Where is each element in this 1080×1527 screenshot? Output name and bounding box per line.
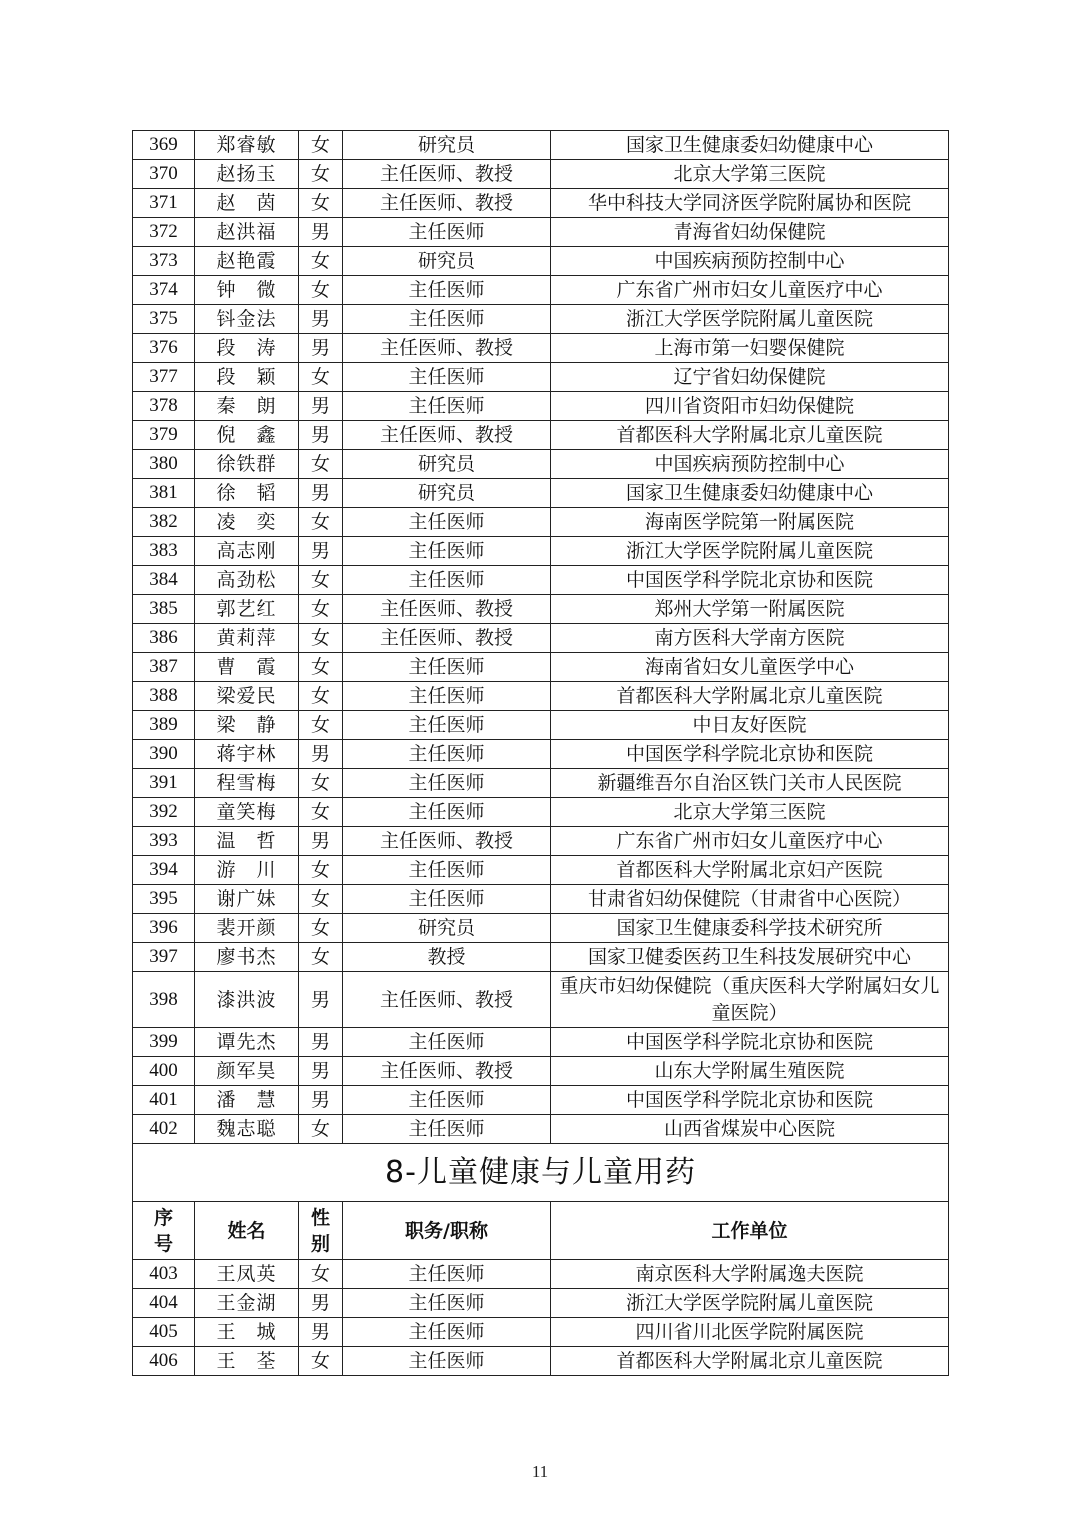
table-row xyxy=(133,334,949,363)
row-name: 潘 慧 xyxy=(195,1086,299,1115)
row-gender: 女 xyxy=(299,769,343,798)
row-number: 399 xyxy=(133,1028,195,1057)
row-gender: 男 xyxy=(299,1289,343,1318)
page-number: 11 xyxy=(531,1462,549,1481)
row-title: 研究员 xyxy=(343,450,551,479)
header-row xyxy=(133,1202,949,1260)
row-gender: 男 xyxy=(299,334,343,363)
row-title: 研究员 xyxy=(343,479,551,508)
section-block xyxy=(133,1144,949,1260)
row-unit: 海南医学院第一附属医院 xyxy=(551,508,949,537)
row-gender: 男 xyxy=(299,1318,343,1347)
row-title: 主任医师、教授 xyxy=(343,160,551,189)
row-unit: 国家卫生健康委妇幼健康中心 xyxy=(551,131,949,160)
row-title: 主任医师、教授 xyxy=(343,189,551,218)
row-unit: 四川省资阳市妇幼保健院 xyxy=(551,392,949,421)
row-number: 394 xyxy=(133,856,195,885)
row-name: 钭金法 xyxy=(195,305,299,334)
row-title: 主任医师 xyxy=(343,566,551,595)
row-number: 376 xyxy=(133,334,195,363)
row-number: 397 xyxy=(133,943,195,972)
row-title: 主任医师 xyxy=(343,305,551,334)
row-unit: 华中科技大学同济医学院附属协和医院 xyxy=(551,189,949,218)
row-number: 383 xyxy=(133,537,195,566)
table-row xyxy=(133,1057,949,1086)
row-title: 主任医师 xyxy=(343,1318,551,1347)
row-gender: 女 xyxy=(299,682,343,711)
row-title: 研究员 xyxy=(343,131,551,160)
row-title: 主任医师、教授 xyxy=(343,827,551,856)
row-number: 373 xyxy=(133,247,195,276)
header-number-text: 序号 xyxy=(153,1206,173,1255)
row-title: 主任医师 xyxy=(343,653,551,682)
row-gender: 男 xyxy=(299,740,343,769)
row-number: 374 xyxy=(133,276,195,305)
row-title: 研究员 xyxy=(343,247,551,276)
row-title: 主任医师、教授 xyxy=(343,421,551,450)
row-unit: 中国医学科学院北京协和医院 xyxy=(551,566,949,595)
row-title: 主任医师、教授 xyxy=(343,334,551,363)
row-name: 段 颖 xyxy=(195,363,299,392)
header-gender-text: 性别 xyxy=(310,1206,330,1255)
row-unit: 新疆维吾尔自治区铁门关市人民医院 xyxy=(551,769,949,798)
row-unit: 浙江大学医学院附属儿童医院 xyxy=(551,1289,949,1318)
row-unit: 山西省煤炭中心医院 xyxy=(551,1115,949,1144)
row-name: 段 涛 xyxy=(195,334,299,363)
roster-body-398 xyxy=(133,972,949,1028)
section-title: 8-儿童健康与儿童用药 xyxy=(133,1144,949,1202)
row-number: 404 xyxy=(133,1289,195,1318)
row-number: 390 xyxy=(133,740,195,769)
row-unit: 四川省川北医学院附属医院 xyxy=(551,1318,949,1347)
row-number: 387 xyxy=(133,653,195,682)
row-unit: 中国疾病预防控制中心 xyxy=(551,450,949,479)
row-gender: 女 xyxy=(299,798,343,827)
row-number: 400 xyxy=(133,1057,195,1086)
row-title: 主任医师 xyxy=(343,218,551,247)
row-title: 主任医师 xyxy=(343,276,551,305)
row-number: 382 xyxy=(133,508,195,537)
row-unit: 浙江大学医学院附属儿童医院 xyxy=(551,537,949,566)
row-name: 王凤英 xyxy=(195,1260,299,1289)
row-unit: 北京大学第三医院 xyxy=(551,160,949,189)
row-unit: 青海省妇幼保健院 xyxy=(551,218,949,247)
header-name: 姓名 xyxy=(195,1202,299,1260)
table-row xyxy=(133,537,949,566)
row-number: 391 xyxy=(133,769,195,798)
row-title: 主任医师、教授 xyxy=(343,1057,551,1086)
table-row xyxy=(133,392,949,421)
row-title: 主任医师 xyxy=(343,711,551,740)
row-unit: 国家卫生健康委科学技术研究所 xyxy=(551,914,949,943)
table-row xyxy=(133,914,949,943)
row-title: 主任医师 xyxy=(343,508,551,537)
table-row xyxy=(133,479,949,508)
table-row xyxy=(133,885,949,914)
row-gender: 女 xyxy=(299,653,343,682)
row-unit: 郑州大学第一附属医院 xyxy=(551,595,949,624)
row-name: 高劲松 xyxy=(195,566,299,595)
row-name: 黄莉萍 xyxy=(195,624,299,653)
row-number: 372 xyxy=(133,218,195,247)
table-row xyxy=(133,827,949,856)
row-title: 主任医师 xyxy=(343,1289,551,1318)
row-name: 童笑梅 xyxy=(195,798,299,827)
row-name: 廖书杰 xyxy=(195,943,299,972)
row-number: 369 xyxy=(133,131,195,160)
row-name: 王 城 xyxy=(195,1318,299,1347)
row-number: 406 xyxy=(133,1347,195,1376)
row-name: 钟 微 xyxy=(195,276,299,305)
row-name: 蒋宇林 xyxy=(195,740,299,769)
row-gender: 男 xyxy=(299,218,343,247)
row-title: 主任医师 xyxy=(343,1028,551,1057)
row-unit: 辽宁省妇幼保健院 xyxy=(551,363,949,392)
row-unit: 上海市第一妇婴保健院 xyxy=(551,334,949,363)
row-number: 388 xyxy=(133,682,195,711)
row-title: 主任医师 xyxy=(343,537,551,566)
row-number: 386 xyxy=(133,624,195,653)
row-name: 徐 韬 xyxy=(195,479,299,508)
row-gender: 男 xyxy=(299,392,343,421)
row-title: 主任医师 xyxy=(343,769,551,798)
row-number: 398 xyxy=(133,972,195,1028)
row-number: 402 xyxy=(133,1115,195,1144)
row-name: 赵艳霞 xyxy=(195,247,299,276)
row-gender: 女 xyxy=(299,1260,343,1289)
row-number: 380 xyxy=(133,450,195,479)
table-row xyxy=(133,566,949,595)
row-gender: 女 xyxy=(299,1115,343,1144)
row-name: 谭先杰 xyxy=(195,1028,299,1057)
table-row xyxy=(133,247,949,276)
table-row xyxy=(133,711,949,740)
row-gender: 女 xyxy=(299,885,343,914)
row-name: 梁 静 xyxy=(195,711,299,740)
row-unit: 南京医科大学附属逸夫医院 xyxy=(551,1260,949,1289)
row-gender: 女 xyxy=(299,595,343,624)
header-gender xyxy=(299,1202,343,1260)
table-row xyxy=(133,1318,949,1347)
row-unit: 广东省广州市妇女儿童医疗中心 xyxy=(551,827,949,856)
row-gender: 女 xyxy=(299,943,343,972)
row-gender: 女 xyxy=(299,1347,343,1376)
row-number: 389 xyxy=(133,711,195,740)
row-unit: 国家卫健委医药卫生科技发展研究中心 xyxy=(551,943,949,972)
table-row xyxy=(133,160,949,189)
row-title: 主任医师 xyxy=(343,798,551,827)
table-row xyxy=(133,1086,949,1115)
row-title: 研究员 xyxy=(343,914,551,943)
row-unit: 国家卫生健康委妇幼健康中心 xyxy=(551,479,949,508)
row-number: 371 xyxy=(133,189,195,218)
table-row xyxy=(133,1028,949,1057)
row-number: 403 xyxy=(133,1260,195,1289)
row-number: 377 xyxy=(133,363,195,392)
row-unit: 重庆市妇幼保健院（重庆医科大学附属妇女儿童医院） xyxy=(551,972,949,1028)
row-unit: 首都医科大学附属北京儿童医院 xyxy=(551,682,949,711)
row-gender: 男 xyxy=(299,537,343,566)
row-unit: 首都医科大学附属北京妇产医院 xyxy=(551,856,949,885)
row-number: 392 xyxy=(133,798,195,827)
table-row xyxy=(133,624,949,653)
roster-body-a xyxy=(133,131,949,972)
table-row xyxy=(133,189,949,218)
table-row xyxy=(133,1289,949,1318)
row-unit: 中国医学科学院北京协和医院 xyxy=(551,1086,949,1115)
row-number: 401 xyxy=(133,1086,195,1115)
row-number: 384 xyxy=(133,566,195,595)
table-row xyxy=(133,276,949,305)
row-number: 393 xyxy=(133,827,195,856)
row-name: 凌 奕 xyxy=(195,508,299,537)
row-gender: 女 xyxy=(299,247,343,276)
table-row xyxy=(133,421,949,450)
row-gender: 女 xyxy=(299,624,343,653)
row-gender: 女 xyxy=(299,189,343,218)
row-gender: 女 xyxy=(299,914,343,943)
table-row xyxy=(133,943,949,972)
row-title: 主任医师 xyxy=(343,682,551,711)
row-gender: 男 xyxy=(299,1086,343,1115)
table-row xyxy=(133,508,949,537)
row-number: 375 xyxy=(133,305,195,334)
table-row xyxy=(133,1260,949,1289)
table-row xyxy=(133,305,949,334)
roster-body-c xyxy=(133,1260,949,1376)
table-row xyxy=(133,653,949,682)
row-title: 主任医师 xyxy=(343,885,551,914)
row-number: 370 xyxy=(133,160,195,189)
table-row xyxy=(133,769,949,798)
row-gender: 男 xyxy=(299,305,343,334)
table-row xyxy=(133,856,949,885)
row-unit: 北京大学第三医院 xyxy=(551,798,949,827)
row-name: 游 川 xyxy=(195,856,299,885)
row-gender: 男 xyxy=(299,972,343,1028)
row-gender: 女 xyxy=(299,131,343,160)
row-name: 倪 鑫 xyxy=(195,421,299,450)
row-number: 385 xyxy=(133,595,195,624)
row-unit: 海南省妇女儿童医学中心 xyxy=(551,653,949,682)
row-unit: 中日友好医院 xyxy=(551,711,949,740)
row-name: 漆洪波 xyxy=(195,972,299,1028)
roster-table xyxy=(132,130,949,1376)
row-gender: 女 xyxy=(299,856,343,885)
row-gender: 女 xyxy=(299,160,343,189)
row-name: 赵 茵 xyxy=(195,189,299,218)
section-row xyxy=(133,1144,949,1202)
row-name: 程雪梅 xyxy=(195,769,299,798)
row-title: 主任医师 xyxy=(343,1086,551,1115)
row-gender: 男 xyxy=(299,421,343,450)
row-name: 郭艺红 xyxy=(195,595,299,624)
row-name: 秦 朗 xyxy=(195,392,299,421)
table-row xyxy=(133,131,949,160)
table-row xyxy=(133,363,949,392)
row-name: 高志刚 xyxy=(195,537,299,566)
row-unit: 广东省广州市妇女儿童医疗中心 xyxy=(551,276,949,305)
row-number: 396 xyxy=(133,914,195,943)
row-name: 裴开颜 xyxy=(195,914,299,943)
row-title: 主任医师、教授 xyxy=(343,972,551,1028)
row-title: 主任医师、教授 xyxy=(343,595,551,624)
row-unit: 甘肃省妇幼保健院（甘肃省中心医院） xyxy=(551,885,949,914)
row-unit: 山东大学附属生殖医院 xyxy=(551,1057,949,1086)
row-name: 曹 霞 xyxy=(195,653,299,682)
row-title: 主任医师 xyxy=(343,1260,551,1289)
row-title: 主任医师 xyxy=(343,1115,551,1144)
table-row xyxy=(133,740,949,769)
row-unit: 浙江大学医学院附属儿童医院 xyxy=(551,305,949,334)
row-unit: 南方医科大学南方医院 xyxy=(551,624,949,653)
header-unit: 工作单位 xyxy=(551,1202,949,1260)
header-title: 职务/职称 xyxy=(343,1202,551,1260)
row-name: 梁爱民 xyxy=(195,682,299,711)
table-row xyxy=(133,1347,949,1376)
row-title: 主任医师 xyxy=(343,740,551,769)
header-number xyxy=(133,1202,195,1260)
row-unit: 中国疾病预防控制中心 xyxy=(551,247,949,276)
row-name: 赵扬玉 xyxy=(195,160,299,189)
row-number: 381 xyxy=(133,479,195,508)
table-row xyxy=(133,798,949,827)
row-name: 徐铁群 xyxy=(195,450,299,479)
row-number: 395 xyxy=(133,885,195,914)
row-name: 郑睿敏 xyxy=(195,131,299,160)
row-title: 主任医师 xyxy=(343,856,551,885)
row-gender: 男 xyxy=(299,827,343,856)
row-gender: 男 xyxy=(299,1057,343,1086)
row-title: 主任医师 xyxy=(343,1347,551,1376)
table-row xyxy=(133,1115,949,1144)
row-title: 主任医师 xyxy=(343,392,551,421)
row-title: 主任医师、教授 xyxy=(343,624,551,653)
row-number: 405 xyxy=(133,1318,195,1347)
row-gender: 女 xyxy=(299,276,343,305)
row-unit: 首都医科大学附属北京儿童医院 xyxy=(551,421,949,450)
roster-body-b xyxy=(133,1028,949,1144)
row-name: 王 荃 xyxy=(195,1347,299,1376)
table-row xyxy=(133,972,949,1028)
table-row xyxy=(133,218,949,247)
row-gender: 女 xyxy=(299,566,343,595)
table-row xyxy=(133,682,949,711)
table-row xyxy=(133,595,949,624)
table-row xyxy=(133,450,949,479)
row-gender: 女 xyxy=(299,363,343,392)
row-name: 赵洪福 xyxy=(195,218,299,247)
row-gender: 男 xyxy=(299,1028,343,1057)
row-gender: 女 xyxy=(299,450,343,479)
row-number: 379 xyxy=(133,421,195,450)
row-gender: 女 xyxy=(299,711,343,740)
row-name: 魏志聪 xyxy=(195,1115,299,1144)
row-title: 主任医师 xyxy=(343,363,551,392)
row-unit: 首都医科大学附属北京儿童医院 xyxy=(551,1347,949,1376)
row-gender: 男 xyxy=(299,479,343,508)
row-gender: 女 xyxy=(299,508,343,537)
row-unit: 中国医学科学院北京协和医院 xyxy=(551,1028,949,1057)
row-name: 谢广妹 xyxy=(195,885,299,914)
row-title: 教授 xyxy=(343,943,551,972)
row-name: 温 哲 xyxy=(195,827,299,856)
row-number: 378 xyxy=(133,392,195,421)
row-unit: 中国医学科学院北京协和医院 xyxy=(551,740,949,769)
row-name: 王金湖 xyxy=(195,1289,299,1318)
row-name: 颜军昊 xyxy=(195,1057,299,1086)
